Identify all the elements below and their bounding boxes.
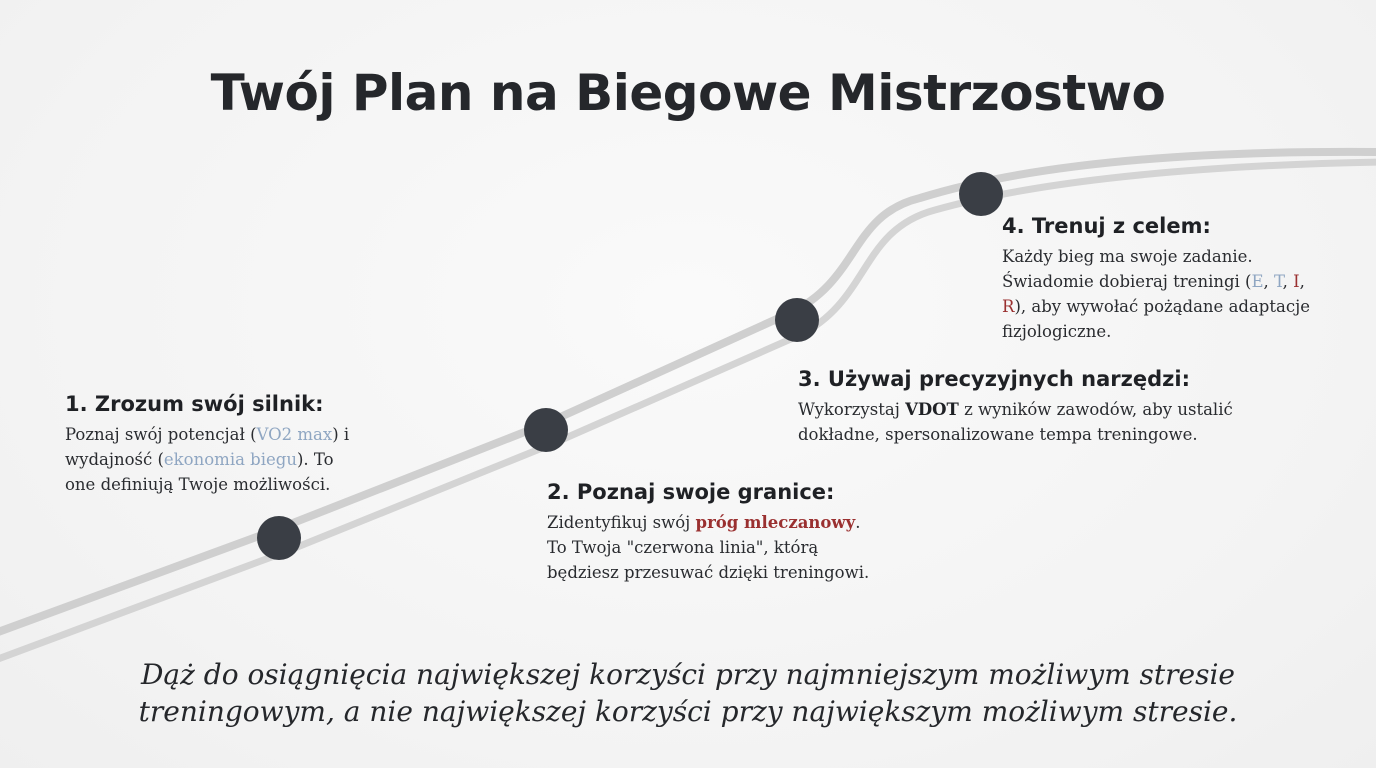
step-4-text — [1002, 244, 1322, 344]
step-1-heading: 1. Zrozum swój silnik: — [65, 392, 324, 416]
step-2-heading: 2. Poznaj swoje granice: — [547, 480, 835, 504]
highlight-vo2max: VO2 max — [256, 425, 333, 444]
step-1-text-part: ). To one definiują Twoje możliwości. — [65, 450, 334, 494]
step-1 — [65, 392, 365, 497]
step-4-separator: , — [1299, 272, 1305, 291]
step-4-separator: , — [1263, 272, 1275, 291]
closing-quote — [100, 656, 1276, 730]
step-3-text-part: z wyników zawodów, aby ustalić dokładne, spersonalizowane tempa treningowe. — [798, 400, 1233, 444]
highlight-repetition-r: R — [1002, 297, 1015, 316]
milestone-node-2 — [524, 408, 568, 452]
step-2-text — [547, 510, 877, 585]
step-3-text — [798, 397, 1238, 447]
step-3-heading: 3. Używaj precyzyjnych narzędzi: — [798, 367, 1190, 391]
highlight-easy-e: E — [1251, 272, 1264, 291]
highlight-lactate-threshold: próg mleczanowy — [695, 513, 856, 532]
highlight-interval-i: I — [1293, 272, 1300, 291]
step-3-text-part: Wykorzystaj — [798, 400, 906, 419]
step-4-text-part: ), aby wywołać pożądane adaptacje fizjologiczne. — [1002, 297, 1310, 341]
step-2 — [547, 480, 877, 585]
page-title: Twój Plan na Biegowe Mistrzostwo — [210, 64, 1166, 122]
step-2-text-part: . To Twoja "czerwona linia", którą będziesz przesuwać dzięki treningowi. — [547, 513, 870, 582]
step-4-text-part: Każdy bieg ma swoje zadanie. Świadomie dobieraj treningi ( — [1002, 247, 1253, 291]
step-4-separator: , — [1282, 272, 1294, 291]
highlight-running-economy: ekonomia biegu — [163, 450, 297, 469]
step-4-heading: 4. Trenuj z celem: — [1002, 214, 1211, 238]
highlight-vdot: VDOT — [905, 400, 959, 419]
milestone-node-4 — [959, 172, 1003, 216]
highlight-threshold-t: T — [1274, 272, 1283, 291]
step-3 — [798, 367, 1238, 447]
step-1-text — [65, 422, 365, 497]
step-1-text-part: ) i wydajność ( — [65, 425, 350, 469]
step-2-text-part: Zidentyfikuj swój — [547, 513, 696, 532]
quote-line-1: Dąż do osiągnięcia największej korzyści przy najmniejszym możliwym stresie — [140, 658, 1236, 691]
quote-line-2: treningowym, a nie największej korzyści przy największym możliwym stresie. — [138, 695, 1238, 728]
milestone-node-3 — [775, 298, 819, 342]
step-4 — [1002, 214, 1322, 344]
milestone-node-1 — [257, 516, 301, 560]
step-1-text-part: Poznaj swój potencjał ( — [65, 425, 257, 444]
